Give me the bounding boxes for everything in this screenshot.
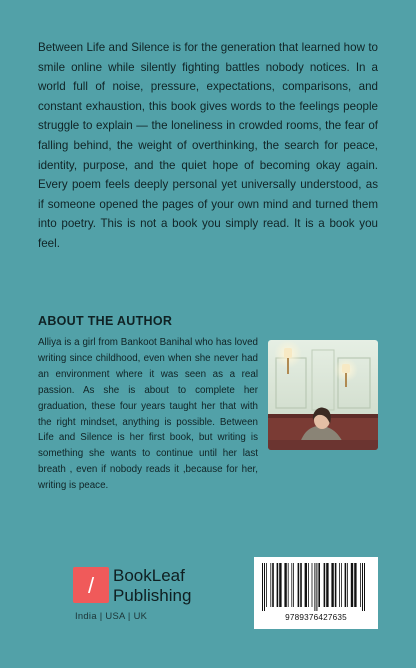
about-author-heading: ABOUT THE AUTHOR [38,314,173,328]
barcode-bars [254,557,378,613]
barcode-bar [314,563,315,611]
author-bio: Alliya is a girl from Bankoot Banihal who has loved writing since childhood, even when she never had an environment where it was seen as a real passion. As she is about to complete her graduation, these four years taught her that with the right mindset, anything is possible. Between Life and Silence is her first book, but writing is something she wants to continue until her last breath , even if nobody reads it ,because for her, writing is peace. [38,337,258,492]
barcode-bar [324,563,326,607]
publisher-name: BookLeaf [113,566,185,585]
barcode-bar [272,563,274,607]
barcode-bar [266,563,267,607]
isbn-barcode [254,557,378,629]
barcode-bar [316,563,317,611]
logo-mark [73,567,109,603]
isbn-number: 9789376427635 [285,613,347,622]
barcode-bar [335,563,337,607]
barcode-bar [279,563,281,607]
barcode-bar [360,563,361,607]
barcode-bar [341,563,342,607]
barcode-bar [326,563,328,607]
publisher-sub: Publishing [113,586,192,605]
barcode-bar [300,563,302,607]
barcode-bar [288,563,289,607]
barcode-bar [354,563,356,607]
barcode-bar [305,563,307,607]
barcode-bar [277,563,279,607]
logo-mark-glyph: / [87,573,95,598]
barcode-bar [347,563,348,607]
barcode-bar [351,563,353,607]
barcode-bar [291,563,292,607]
barcode-bar [284,563,286,607]
barcode-bar [298,563,300,607]
barcode-bar [270,563,271,607]
barcode-bar [312,563,313,607]
barcode-bar [339,563,340,607]
barcode-bar [362,563,363,611]
publisher-locations: India | USA | UK [75,610,148,621]
barcode-bar [264,563,265,611]
barcode-bar [345,563,347,607]
back-cover-blurb: Between Life and Silence is for the generation that learned how to smile online while silently fighting battles nobody notices. In a world full of noise, pressure, expectations, comparisons, and constant exhaustion, this book gives words to the feelings people struggle to explain — the loneliness in crowded rooms, the fear of falling behind, the weight of overthinking, the search for peace, identity, purpose, and the quiet hope of becoming okay again. Every poem feels deeply personal yet universally understood, as if someone opened the pages of your own mind and turned them into poetry. This is not a book you simply read. It is a book you feel. [38,41,378,250]
barcode-bar [331,563,333,607]
barcode-bar [308,563,309,607]
barcode-bar [262,563,263,611]
author-photo [268,340,378,450]
barcode-bar [293,563,294,607]
barcode-bar [364,563,365,611]
barcode-bar [318,563,320,607]
